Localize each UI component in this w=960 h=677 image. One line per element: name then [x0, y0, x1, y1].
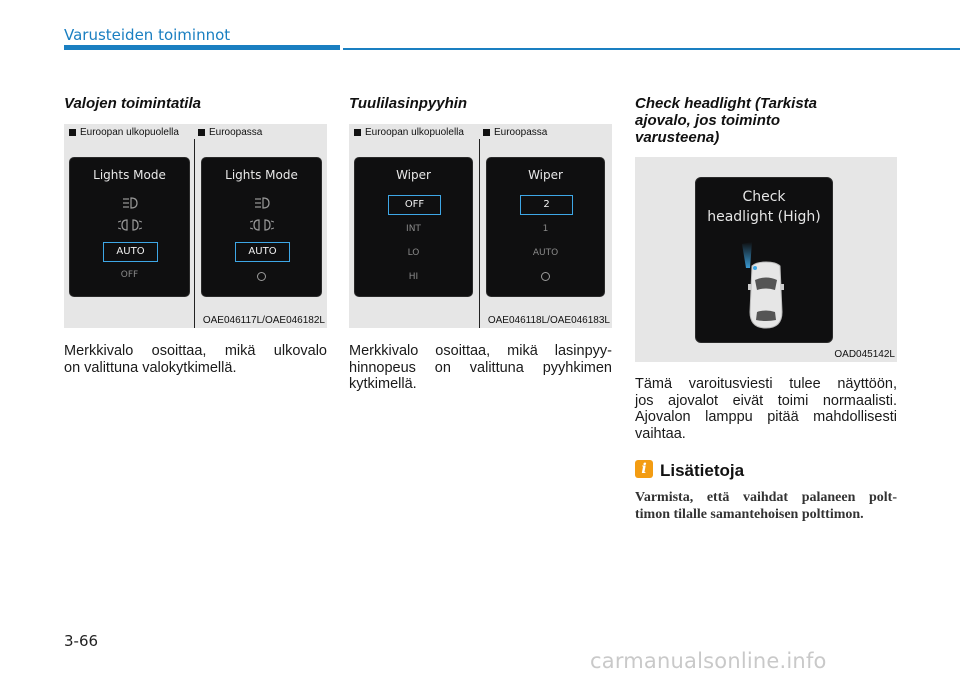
header-rule-thick: [64, 45, 340, 50]
info-title: Lisätietoja: [660, 461, 745, 480]
figure-label-outside-europe: Euroopan ulkopuolella: [69, 127, 179, 138]
lights-mode-screen-europe: [201, 157, 322, 297]
figure-divider: [479, 139, 480, 328]
info-text: [635, 489, 897, 523]
heading-line: Check headlight (Tarkista: [635, 95, 817, 112]
heading-line: varusteena): [635, 129, 720, 146]
section-title: Varusteiden toiminnot: [64, 26, 231, 44]
body-line: kytkimellä.: [349, 376, 417, 392]
screen-row-auto: AUTO: [532, 248, 559, 258]
figure-label-europe: Euroopassa: [198, 127, 262, 138]
info-icon: i: [635, 460, 653, 478]
wiper-screen-europe: [486, 157, 605, 297]
wiper-heading: Tuulilasinpyyhin: [349, 95, 468, 112]
check-headlight-body: [635, 376, 897, 442]
body-line: Ajovalon lamppu pitää mahdollisesti: [635, 409, 897, 425]
screen-row-1: 1: [542, 224, 549, 234]
heading-line: ajovalo, jos toiminto: [635, 112, 781, 129]
watermark: carmanualsonline.info: [590, 649, 827, 673]
wiper-body: [349, 343, 612, 393]
screen-row-hi: HI: [408, 272, 419, 282]
selected-wiper-box: OFF: [388, 195, 441, 215]
info-line: timon tilalle samantehoisen polttimon.: [635, 507, 864, 522]
high-beam-icon: [120, 196, 140, 210]
info-line: Varmista, että vaihdat palaneen polt-: [635, 490, 897, 505]
selected-mode-box: AUTO: [235, 242, 290, 262]
body-line: hinnopeus on valittuna pyyhkimen: [349, 359, 612, 376]
check-headlight-figure: [635, 157, 897, 362]
figure-code: OAE046118L/OAE046183L: [487, 315, 610, 326]
screen-title: Wiper: [396, 168, 431, 182]
lights-mode-screen-outside-europe: [69, 157, 190, 297]
lights-mode-figure: [64, 124, 327, 328]
off-circle-icon: [541, 272, 550, 281]
body-line: Merkkivalo osoittaa, mikä ulkovalo: [64, 343, 327, 359]
figure-code: OAE046117L/OAE046182L: [202, 315, 325, 326]
selected-mode-box: AUTO: [103, 242, 158, 262]
screen-title: Wiper: [528, 168, 563, 182]
body-line: jos ajovalot eivät toimi normaalisti.: [635, 392, 897, 409]
check-headlight-screen: [695, 177, 833, 343]
wiper-screen-outside-europe: [354, 157, 473, 297]
header-rule-thin: [343, 48, 960, 50]
body-line: on valittuna valokytkimellä.: [64, 359, 237, 376]
figure-label-europe: Euroopassa: [483, 127, 547, 138]
screen-title: Lights Mode: [93, 168, 166, 182]
figure-code: OAD045142L: [834, 349, 895, 360]
high-beam-icon: [252, 196, 272, 210]
wiper-figure: [349, 124, 612, 328]
lights-mode-heading: Valojen toimintatila: [64, 95, 201, 112]
check-headlight-heading: [635, 95, 897, 146]
screen-title: Lights Mode: [225, 168, 298, 182]
parking-light-icon: [250, 218, 274, 232]
figure-divider: [194, 139, 195, 328]
lights-mode-body: [64, 343, 327, 376]
parking-light-icon: [118, 218, 142, 232]
figure-label-outside-europe: Euroopan ulkopuolella: [354, 127, 464, 138]
body-line: vaihtaa.: [635, 425, 686, 442]
screen-row-off: OFF: [120, 270, 139, 280]
screen-line1: Check: [742, 189, 786, 205]
off-circle-icon: [257, 272, 266, 281]
body-line: Merkkivalo osoittaa, mikä lasinpyy-: [349, 343, 612, 359]
selected-wiper-box: 2: [520, 195, 573, 215]
page-number: 3-66: [64, 632, 99, 650]
body-line: Tämä varoitusviesti tulee näyttöön,: [635, 376, 897, 392]
car-headlight-icon: [736, 242, 796, 334]
screen-row-int: INT: [406, 224, 421, 234]
screen-row-lo: LO: [407, 248, 420, 258]
screen-line2: headlight (High): [707, 209, 821, 225]
